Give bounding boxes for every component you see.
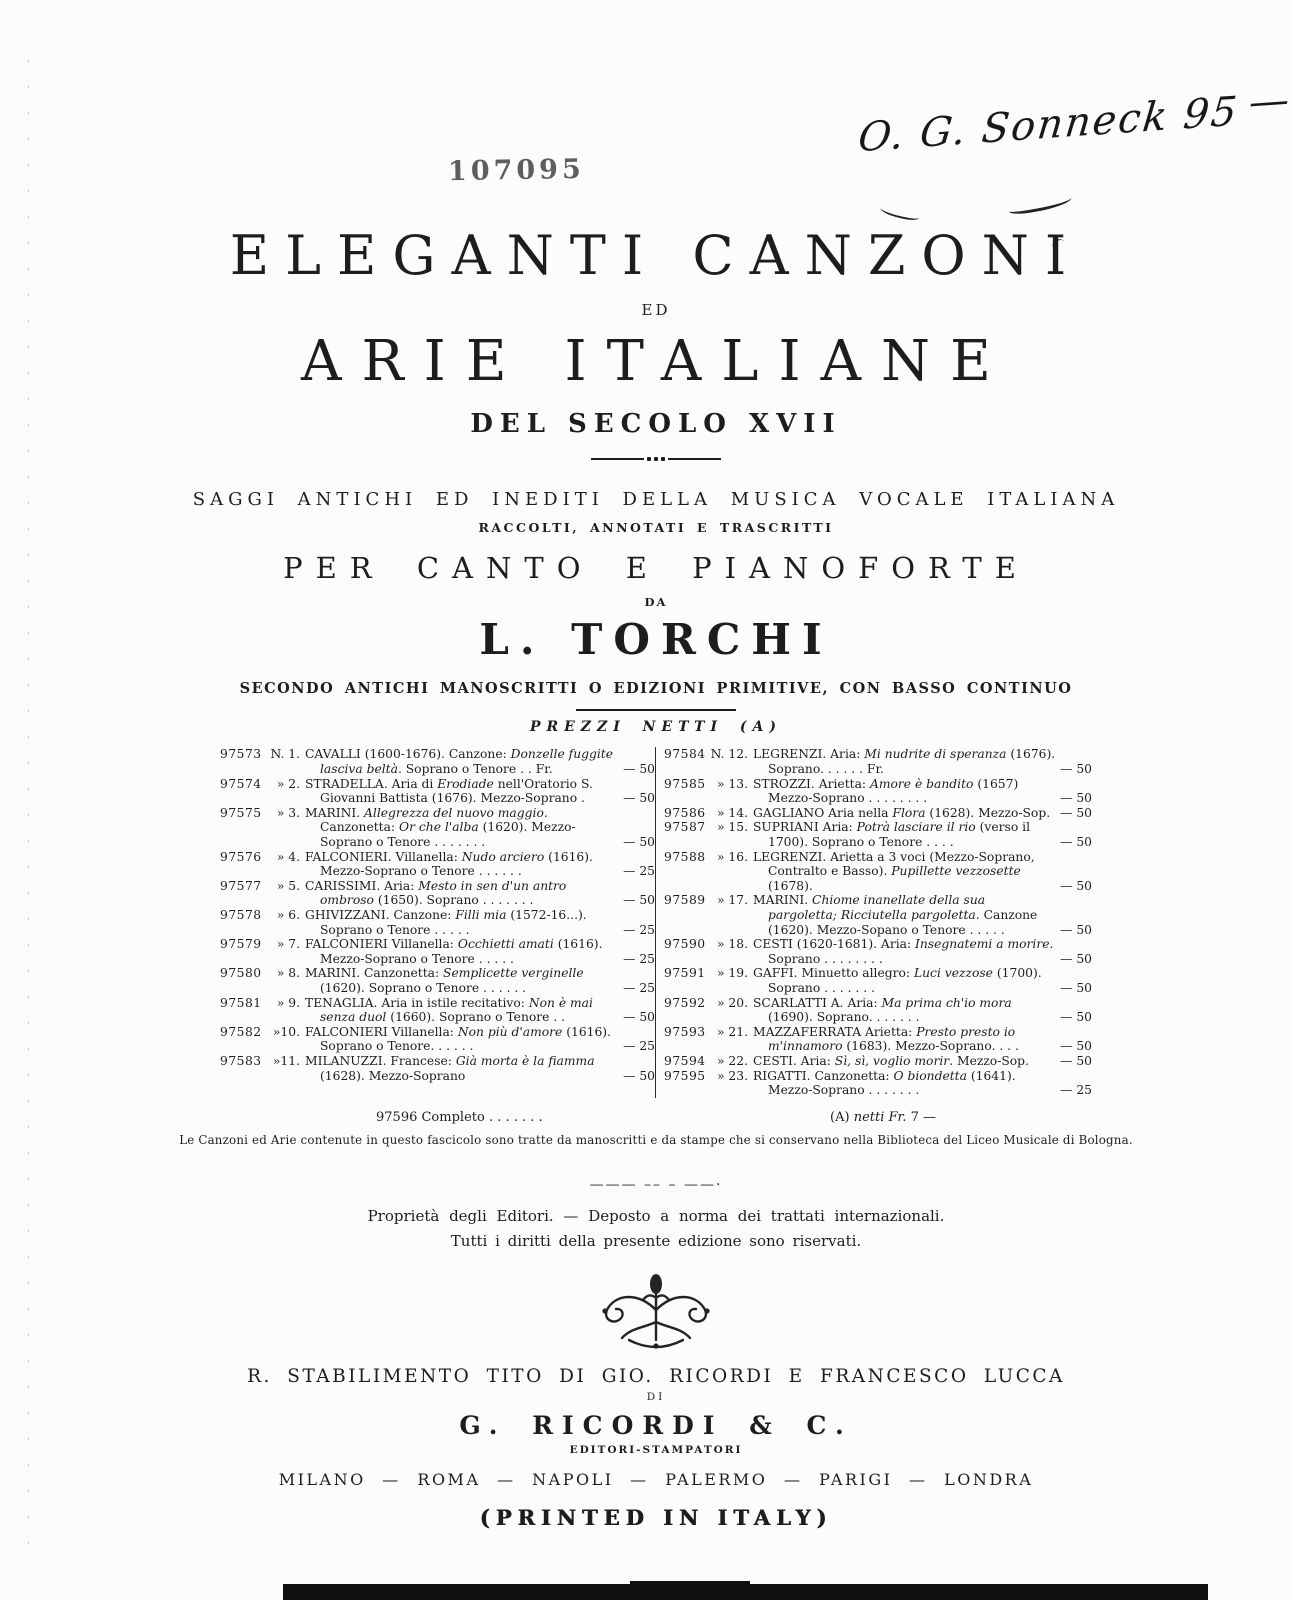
entry-price: — 25 [623,980,655,995]
entry-text: SUPRIANI Aria: Potrà lasciare il rio (verso il 1700). Soprano o Tenore . . . . [753,820,1031,850]
price-list-entry [664,806,1092,821]
entry-text: MARINI. Canzonetta: Semplicette verginelle (1620). Soprano o Tenore . . . . . . [305,966,584,995]
price-list-entry [220,966,655,995]
entry-number: » 23. [717,1068,748,1083]
entry-text: CARISSIMI. Aria: Mesto in sen d'un antro ombroso (1650). Soprano . . . . . . . [305,878,567,908]
entry-text: MAZZAFERRATA Arietta: Presto presto io m'innamoro (1683). Mezzo-Soprano. . . . [753,1024,1019,1054]
entry-text: GAFFI. Minuetto allegro: Luci vezzose (1700). Soprano . . . . . . . [753,966,1042,995]
title-divider-ornament-icon [591,455,721,463]
plate-number: 97595 [664,1068,706,1083]
entry-text: GAGLIANO Aria nella Flora (1628). Mezzo-Sop. [753,805,1051,820]
plate-number: 97574 [220,776,262,791]
entry-number: »10. [272,1024,300,1039]
entry-number: » 7. [276,937,300,952]
printed-in-italy: (PRINTED IN ITALY) [479,1504,833,1530]
publisher-cities: MILANO — ROMA — NAPOLI — PALERMO — PARIGI — LONDRA [278,1469,1034,1489]
plate-number: 97583 [220,1053,262,1068]
entry-price: — 50 [623,835,655,850]
subtitle-line3: PER CANTO E PIANOFORTE [283,551,1029,586]
entry-number: » 4. [276,849,300,864]
entry-number: » 19. [717,966,748,981]
entry-price: — 50 [1060,951,1092,966]
small-rule-divider [576,709,736,711]
handwritten-text: O. G. Sonneck 95 [856,88,1241,162]
plate-number: 97580 [220,966,262,981]
publisher-role: EDITORI-STAMPATORI [569,1443,743,1456]
plate-number: 97592 [664,995,706,1010]
entry-text: MARINI. Chiome inanellate della sua pargoletta; Ricciutella pargoletta. Canzone (1620). Mezzo-Sopano o Tenore . . . . . [753,893,1038,937]
price-list-entry [664,996,1092,1025]
entry-price: — 50 [623,791,655,806]
publisher-line1: R. STABILIMENTO TITO DI GIO. RICORDI E FRANCESCO LUCCA [247,1365,1065,1387]
entry-text: FALCONIERI Villanella: Occhietti amati (1616). Mezzo-Soprano o Tenore . . . . . [305,937,603,966]
price-list-entry [664,777,1092,806]
price-list-entry [220,850,655,879]
entry-price: — 25 [1060,1083,1092,1098]
plate-number: 97581 [220,995,262,1010]
plate-number: 97593 [664,1024,706,1039]
edition-note: SECONDO ANTICHI MANOSCRITTI O EDIZIONI PRIMITIVE, CON BASSO CONTINUO [239,680,1073,698]
entry-price: — 50 [1060,805,1092,820]
copyright-line1: Proprietà degli Editori. — Deposto a norma dei trattati internazionali. [367,1206,945,1225]
entry-number: » 17. [717,893,748,908]
author-name: L. TORCHI [479,615,833,665]
entry-text: STROZZI. Arietta: Amore è bandito (1657) Mezzo-Soprano . . . . . . . . [753,776,1019,806]
entry-number: » 13. [717,776,748,791]
completo-row [376,1110,936,1125]
price-list [220,747,1092,1097]
plate-number: 97584 [664,747,706,762]
entry-number: » 18. [717,937,748,952]
completo-label: 97596 Completo . . . . . . . [376,1109,543,1125]
entry-price: — 50 [623,893,655,908]
entry-price: — 50 [1060,791,1092,806]
entry-text: FALCONIERI Villanella: Non più d'amore (1616). Soprano o Tenore. . . . . . [305,1024,612,1054]
plate-number: 97579 [220,937,262,952]
price-list-entry [220,879,655,908]
entry-price: — 50 [623,1010,655,1025]
entry-text: RIGATTI. Canzonetta: O biondetta (1641). Mezzo-Soprano . . . . . . . [753,1068,1016,1098]
price-list-entry [220,937,655,966]
price-list-entry [664,966,1092,995]
plate-number: 97590 [664,937,706,952]
plate-number: 97585 [664,776,706,791]
dash-divider: ——— –– – ——· [589,1176,723,1193]
entry-number: » 6. [276,908,300,923]
floral-ornament-icon [106,1270,1206,1354]
plate-number: 97591 [664,966,706,981]
price-list-entry [664,747,1092,776]
subtitle-line2: RACCOLTI, ANNOTATI E TRASCRITTI [478,520,834,536]
entry-number: » 5. [276,878,300,893]
price-list-left-column [220,747,655,1097]
page-content [106,0,1206,1530]
entry-price: — 50 [1060,1010,1092,1025]
entry-number: » 9. [276,995,300,1010]
title-conjunction: ED [641,300,671,319]
price-list-entry [664,1069,1092,1098]
entry-number: » 20. [717,995,748,1010]
entry-number: »11. [272,1053,300,1068]
scan-edge-artifact [28,60,29,1560]
entry-price: — 25 [623,864,655,879]
entry-price: — 25 [623,1039,655,1054]
price-list-entry [220,908,655,937]
entry-text: MILANUZZI. Francese: Già morta è la fiamma (1628). Mezzo-Soprano [305,1053,595,1083]
entry-price: — 50 [1060,1039,1092,1054]
handwritten-dash: — [1246,76,1294,126]
entry-price: — 50 [1060,1053,1092,1068]
entry-text: CAVALLI (1600-1676). Canzone: Donzelle fuggite lasciva beltà. Soprano o Tenore . . Fr. [305,747,614,777]
price-list-entry [220,1054,655,1083]
entry-price: — 50 [1060,980,1092,995]
entry-price: — 50 [623,762,655,777]
entry-number: » 22. [717,1053,748,1068]
entry-text: FALCONIERI. Villanella: Nudo arciero (1616). Mezzo-Soprano o Tenore . . . . . . [305,849,593,879]
price-list-entry [220,806,655,850]
entry-price: — 50 [623,1068,655,1083]
plate-number: 97577 [220,878,262,893]
plate-number: 97587 [664,820,706,835]
entry-price: — 50 [1060,762,1092,777]
entry-text: SCARLATTI A. Aria: Ma prima ch'io mora (1690). Soprano. . . . . . . [753,995,1012,1025]
entry-number: N. 12. [710,747,748,762]
main-title-line1: ELEGANTI CANZONI [229,224,1083,287]
main-title-line3: DEL SECOLO XVII [470,409,842,440]
price-list-entry [220,1025,655,1054]
plate-number: 97588 [664,849,706,864]
copyright-line2: Tutti i diritti della presente edizione sono riservati. [450,1231,862,1250]
plate-number: 97573 [220,747,262,762]
entry-number: » 16. [717,849,748,864]
plate-number: 97586 [664,805,706,820]
entry-text: GHIVIZZANI. Canzone: Filli mia (1572-16...). Soprano o Tenore . . . . . [305,908,587,937]
plate-number: 97589 [664,893,706,908]
entry-number: » 15. [717,820,748,835]
price-list-right-column [655,747,1092,1097]
entry-text: LEGRENZI. Aria: Mi nudrite di speranza (1676). Soprano. . . . . . Fr. [753,747,1056,777]
entry-price: — 25 [623,951,655,966]
price-list-header: PREZZI NETTI (A) [529,719,783,736]
entry-text: STRADELLA. Aria di Erodiade nell'Oratorio S. Giovanni Battista (1676). Mezzo-Soprano . [305,776,593,806]
price-list-entry [220,996,655,1025]
publisher-di: DI [646,1390,666,1403]
publisher-name: G. RICORDI & C. [459,1410,853,1440]
entry-number: N. 1. [270,747,300,762]
catalog-stamp-number: 107095 [447,153,585,188]
plate-number: 97578 [220,908,262,923]
entry-number: » 21. [717,1024,748,1039]
price-list-entry [220,777,655,806]
plate-number: 97582 [220,1024,262,1039]
price-list-entry [664,1054,1092,1069]
entry-text: CESTI. Aria: Sì, sì, voglio morir. Mezzo-Sop. [753,1053,1029,1068]
price-list-entry [664,850,1092,894]
entry-price: — 50 [1060,835,1092,850]
price-list-entry [664,893,1092,937]
plate-number: 97575 [220,805,262,820]
entry-number: » 14. [717,805,748,820]
entry-text: LEGRENZI. Arietta a 3 voci (Mezzo-Soprano, Contralto e Basso). Pupillette vezzosette (1678). [753,849,1035,893]
entry-text: CESTI (1620-1681). Aria: Insegnatemi a morire. Soprano . . . . . . . . [753,937,1054,966]
entry-number: » 8. [276,966,300,981]
price-list-entry [664,1025,1092,1054]
price-list-entry [220,747,655,776]
price-list-entry [664,937,1092,966]
entry-price: — 50 [1060,878,1092,893]
scan-edge-artifact [283,1584,1208,1600]
price-list-entry [664,820,1092,849]
entry-price: — 25 [623,922,655,937]
source-footnote: Le Canzoni ed Arie contenute in questo fascicolo sono tratte da manoscritti e da stampe che si conservano nella Biblioteca del Liceo Musicale di Bologna. [179,1132,1133,1147]
plate-number: 97594 [664,1053,706,1068]
entry-number: » 3. [276,805,300,820]
byline-da: DA [644,595,668,610]
entry-number: » 2. [276,776,300,791]
entry-text: TENAGLIA. Aria in istile recitativo: Non è mai senza duol (1660). Soprano o Tenore . . [305,995,593,1025]
plate-number: 97576 [220,849,262,864]
entry-price: — 50 [1060,922,1092,937]
main-title-line2: ARIE ITALIANE [301,328,1011,394]
entry-text: MARINI. Allegrezza del nuovo maggio. Canzonetta: Or che l'alba (1620). Mezzo-Soprano o Tenore . . . . . . . [305,805,576,850]
subtitle-line1: SAGGI ANTICHI ED INEDITI DELLA MUSICA VOCALE ITALIANA [192,489,1120,511]
scan-edge-artifact [630,1581,750,1586]
completo-price: (A) netti Fr. 7 — [830,1109,936,1125]
